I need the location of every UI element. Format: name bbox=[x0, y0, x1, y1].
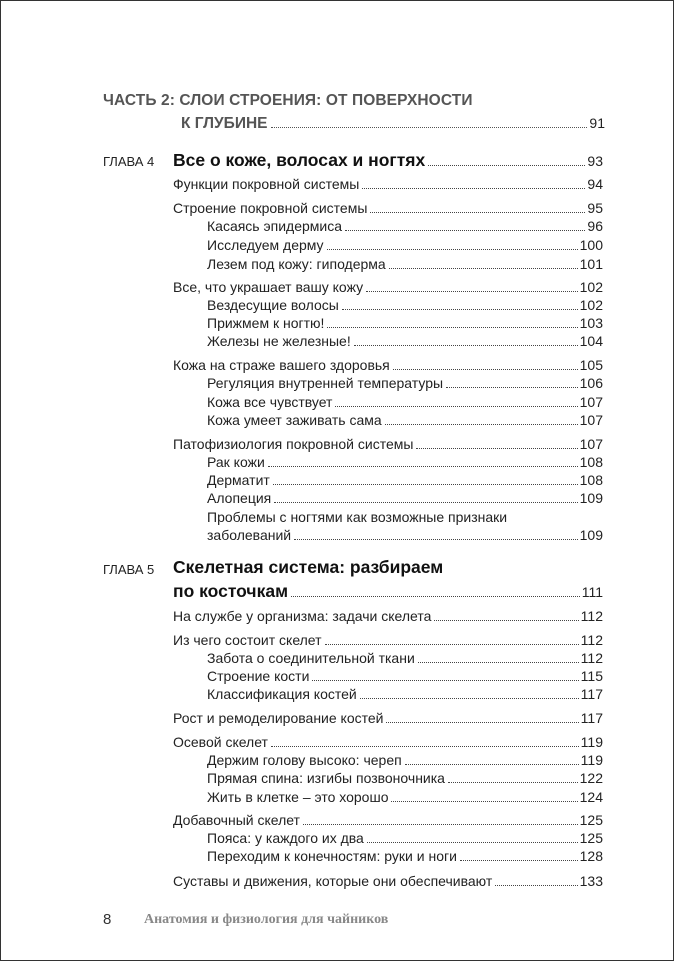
dot-leader bbox=[303, 824, 578, 825]
toc-subentry[interactable] bbox=[207, 789, 603, 806]
toc-entry[interactable] bbox=[173, 176, 603, 193]
entry-text: Все, что украшает вашу кожу bbox=[173, 279, 364, 295]
entry-text: Касаясь эпидермиса bbox=[207, 218, 343, 234]
dot-leader bbox=[446, 387, 578, 388]
entry-text: Кожа умеет заживать сама bbox=[207, 412, 382, 428]
toc-subentry[interactable] bbox=[207, 472, 603, 489]
entry-text: Жить в клетке – это хорошо bbox=[207, 789, 389, 805]
dot-leader bbox=[271, 127, 588, 128]
entry-text: Исследуем дерму bbox=[207, 237, 324, 253]
page-number: 101 bbox=[579, 256, 603, 272]
toc-entry[interactable] bbox=[173, 608, 603, 625]
dot-leader bbox=[391, 801, 577, 802]
toc-subentry[interactable] bbox=[207, 333, 603, 350]
toc-subentry[interactable] bbox=[207, 830, 603, 847]
page-number: 93 bbox=[587, 153, 603, 169]
footer-book-title: Анатомия и физиология для чайников bbox=[144, 912, 389, 927]
toc-entry[interactable] bbox=[173, 357, 603, 374]
toc-subentry[interactable] bbox=[207, 256, 603, 273]
entry-text: Переходим к конечностям: руки и ноги bbox=[207, 848, 457, 864]
entry-text: Забота о соединительной ткани bbox=[207, 650, 415, 666]
entry-text: Рост и ремоделирование костей bbox=[173, 710, 384, 726]
entry-text: Строение кости bbox=[207, 668, 310, 684]
chapter-5-title-continuation[interactable] bbox=[173, 581, 603, 602]
page-number: 128 bbox=[579, 848, 603, 864]
dot-leader bbox=[345, 230, 585, 231]
chapter-title-text: Все о коже, волосах и ногтях bbox=[173, 150, 426, 170]
entry-text: Регуляция внутренней температуры bbox=[207, 375, 444, 391]
dot-leader bbox=[268, 466, 578, 467]
toc-subentry[interactable] bbox=[207, 770, 603, 787]
page-number: 106 bbox=[579, 375, 603, 391]
toc-entry[interactable] bbox=[173, 873, 603, 890]
entry-text: Рак кожи bbox=[207, 454, 265, 470]
toc-entry[interactable] bbox=[173, 279, 603, 296]
entry-text: Вездесущие волосы bbox=[207, 297, 339, 313]
dot-leader bbox=[386, 722, 578, 723]
chapter-4-title[interactable] bbox=[173, 150, 603, 171]
toc-subentry[interactable] bbox=[207, 412, 603, 429]
dot-leader bbox=[448, 782, 578, 783]
toc-subentry[interactable] bbox=[207, 527, 603, 544]
toc-subentry[interactable] bbox=[207, 218, 603, 235]
dot-leader bbox=[325, 644, 579, 645]
dot-leader bbox=[274, 502, 577, 503]
dot-leader bbox=[366, 291, 578, 292]
toc-subentry[interactable] bbox=[207, 375, 603, 392]
page-number: 105 bbox=[579, 357, 603, 373]
part-page: 91 bbox=[589, 115, 605, 131]
dot-leader bbox=[389, 268, 578, 269]
page-number: 125 bbox=[579, 830, 603, 846]
page-number: 109 bbox=[579, 527, 603, 543]
page-number: 111 bbox=[581, 584, 603, 600]
entry-text: Патофизиология покровной системы bbox=[173, 436, 414, 452]
toc-subentry[interactable] bbox=[207, 752, 603, 769]
page-number: 115 bbox=[580, 668, 603, 684]
page-number: 96 bbox=[587, 218, 603, 234]
dot-leader bbox=[342, 309, 578, 310]
toc-subentry[interactable] bbox=[207, 315, 603, 332]
entry-text: Алопеция bbox=[207, 490, 272, 506]
page-number: 107 bbox=[579, 412, 603, 428]
toc-entry[interactable] bbox=[173, 734, 603, 751]
toc-subentry[interactable] bbox=[207, 650, 603, 667]
entry-text: Кожа все чувствует bbox=[207, 394, 333, 410]
page-number: 108 bbox=[579, 454, 603, 470]
page-number: 119 bbox=[580, 752, 603, 768]
dot-leader bbox=[362, 188, 585, 189]
dot-leader bbox=[312, 680, 578, 681]
toc-subentry-line1[interactable]: Проблемы с ногтями как возможные признаки bbox=[207, 509, 508, 525]
dot-leader bbox=[428, 165, 585, 166]
page-number: 133 bbox=[579, 873, 603, 889]
chapter-5-label: ГЛАВА 5 bbox=[103, 562, 155, 577]
dot-leader bbox=[367, 842, 578, 843]
page-number: 122 bbox=[579, 770, 603, 786]
toc-subentry[interactable] bbox=[207, 490, 603, 507]
toc-entry[interactable] bbox=[173, 200, 603, 217]
entry-text: Функции покровной системы bbox=[173, 176, 360, 192]
dot-leader bbox=[405, 764, 579, 765]
page-number: 119 bbox=[580, 734, 603, 750]
page-number: 108 bbox=[579, 472, 603, 488]
page-number: 124 bbox=[579, 789, 603, 805]
entry-text: Из чего состоит скелет bbox=[173, 632, 322, 648]
entry-text: Держим голову высоко: череп bbox=[207, 752, 402, 768]
page-number: 117 bbox=[580, 686, 603, 702]
dot-leader bbox=[335, 406, 577, 407]
toc-subentry[interactable] bbox=[207, 394, 603, 411]
toc-entry[interactable] bbox=[173, 632, 603, 649]
page-number: 94 bbox=[587, 176, 603, 192]
entry-text: Осевой скелет bbox=[173, 734, 268, 750]
entry-text: Пояса: у каждого их два bbox=[207, 830, 364, 846]
chapter-5-title[interactable]: Скелетная система: разбираем bbox=[173, 557, 444, 577]
chapter-title-text: по косточкам bbox=[173, 581, 289, 601]
dot-leader bbox=[495, 885, 577, 886]
dot-leader bbox=[354, 345, 578, 346]
dot-leader bbox=[291, 596, 580, 597]
dot-leader bbox=[273, 484, 578, 485]
page-number: 109 bbox=[579, 490, 603, 506]
toc-subentry[interactable] bbox=[207, 668, 603, 685]
toc-subentry[interactable] bbox=[207, 237, 603, 254]
entry-text: Прямая спина: изгибы позвоночника bbox=[207, 770, 445, 786]
entry-text: заболеваний bbox=[207, 527, 292, 543]
footer-page-number: 8 bbox=[103, 911, 112, 928]
entry-text: Кожа на страже вашего здоровья bbox=[173, 357, 390, 373]
page-number: 112 bbox=[580, 632, 603, 648]
part-title-line2: К ГЛУБИНЕ bbox=[181, 115, 268, 132]
toc-entry[interactable] bbox=[173, 710, 603, 727]
page-number: 104 bbox=[579, 333, 603, 349]
page-number: 125 bbox=[579, 812, 603, 828]
entry-text: На службе у организма: задачи скелета bbox=[173, 608, 432, 624]
toc-subentry[interactable] bbox=[207, 686, 603, 703]
page-number: 107 bbox=[579, 394, 603, 410]
page-number: 107 bbox=[579, 436, 603, 452]
dot-leader bbox=[370, 212, 585, 213]
page-number: 102 bbox=[579, 279, 603, 295]
dot-leader bbox=[434, 620, 578, 621]
page-number: 95 bbox=[587, 200, 603, 216]
dot-leader bbox=[393, 369, 578, 370]
dot-leader bbox=[385, 424, 578, 425]
page-number: 117 bbox=[580, 710, 603, 726]
toc-subentry[interactable] bbox=[207, 297, 603, 314]
page-number: 112 bbox=[580, 608, 603, 624]
toc-entry[interactable] bbox=[173, 812, 603, 829]
dot-leader bbox=[271, 746, 579, 747]
dot-leader bbox=[460, 860, 578, 861]
entry-text: Лезем под кожу: гиподерма bbox=[207, 256, 386, 272]
part-title-continuation bbox=[181, 115, 605, 133]
page-number: 112 bbox=[580, 650, 603, 666]
toc-subentry[interactable] bbox=[207, 454, 603, 471]
page-number: 102 bbox=[579, 297, 603, 313]
page-number: 103 bbox=[579, 315, 603, 331]
entry-text: Классификация костей bbox=[207, 686, 357, 702]
page-number: 100 bbox=[579, 237, 603, 253]
toc-subentry[interactable] bbox=[207, 848, 603, 865]
part-title: ЧАСТЬ 2: СЛОИ СТРОЕНИЯ: ОТ ПОВЕРХНОСТИ bbox=[103, 92, 473, 109]
entry-text: Строение покровной системы bbox=[173, 200, 368, 216]
toc-entry[interactable] bbox=[173, 436, 603, 453]
entry-text: Дерматит bbox=[207, 472, 270, 488]
entry-text: Добавочный скелет bbox=[173, 812, 300, 828]
dot-leader bbox=[327, 327, 577, 328]
chapter-4-label: ГЛАВА 4 bbox=[103, 154, 155, 169]
dot-leader bbox=[360, 698, 579, 699]
dot-leader bbox=[418, 662, 579, 663]
entry-text: Прижмем к ногтю! bbox=[207, 315, 325, 331]
entry-text: Железы не железные! bbox=[207, 333, 351, 349]
dot-leader bbox=[294, 539, 578, 540]
dot-leader bbox=[416, 448, 577, 449]
entry-text: Суставы и движения, которые они обеспечивают bbox=[173, 873, 493, 889]
dot-leader bbox=[327, 249, 578, 250]
